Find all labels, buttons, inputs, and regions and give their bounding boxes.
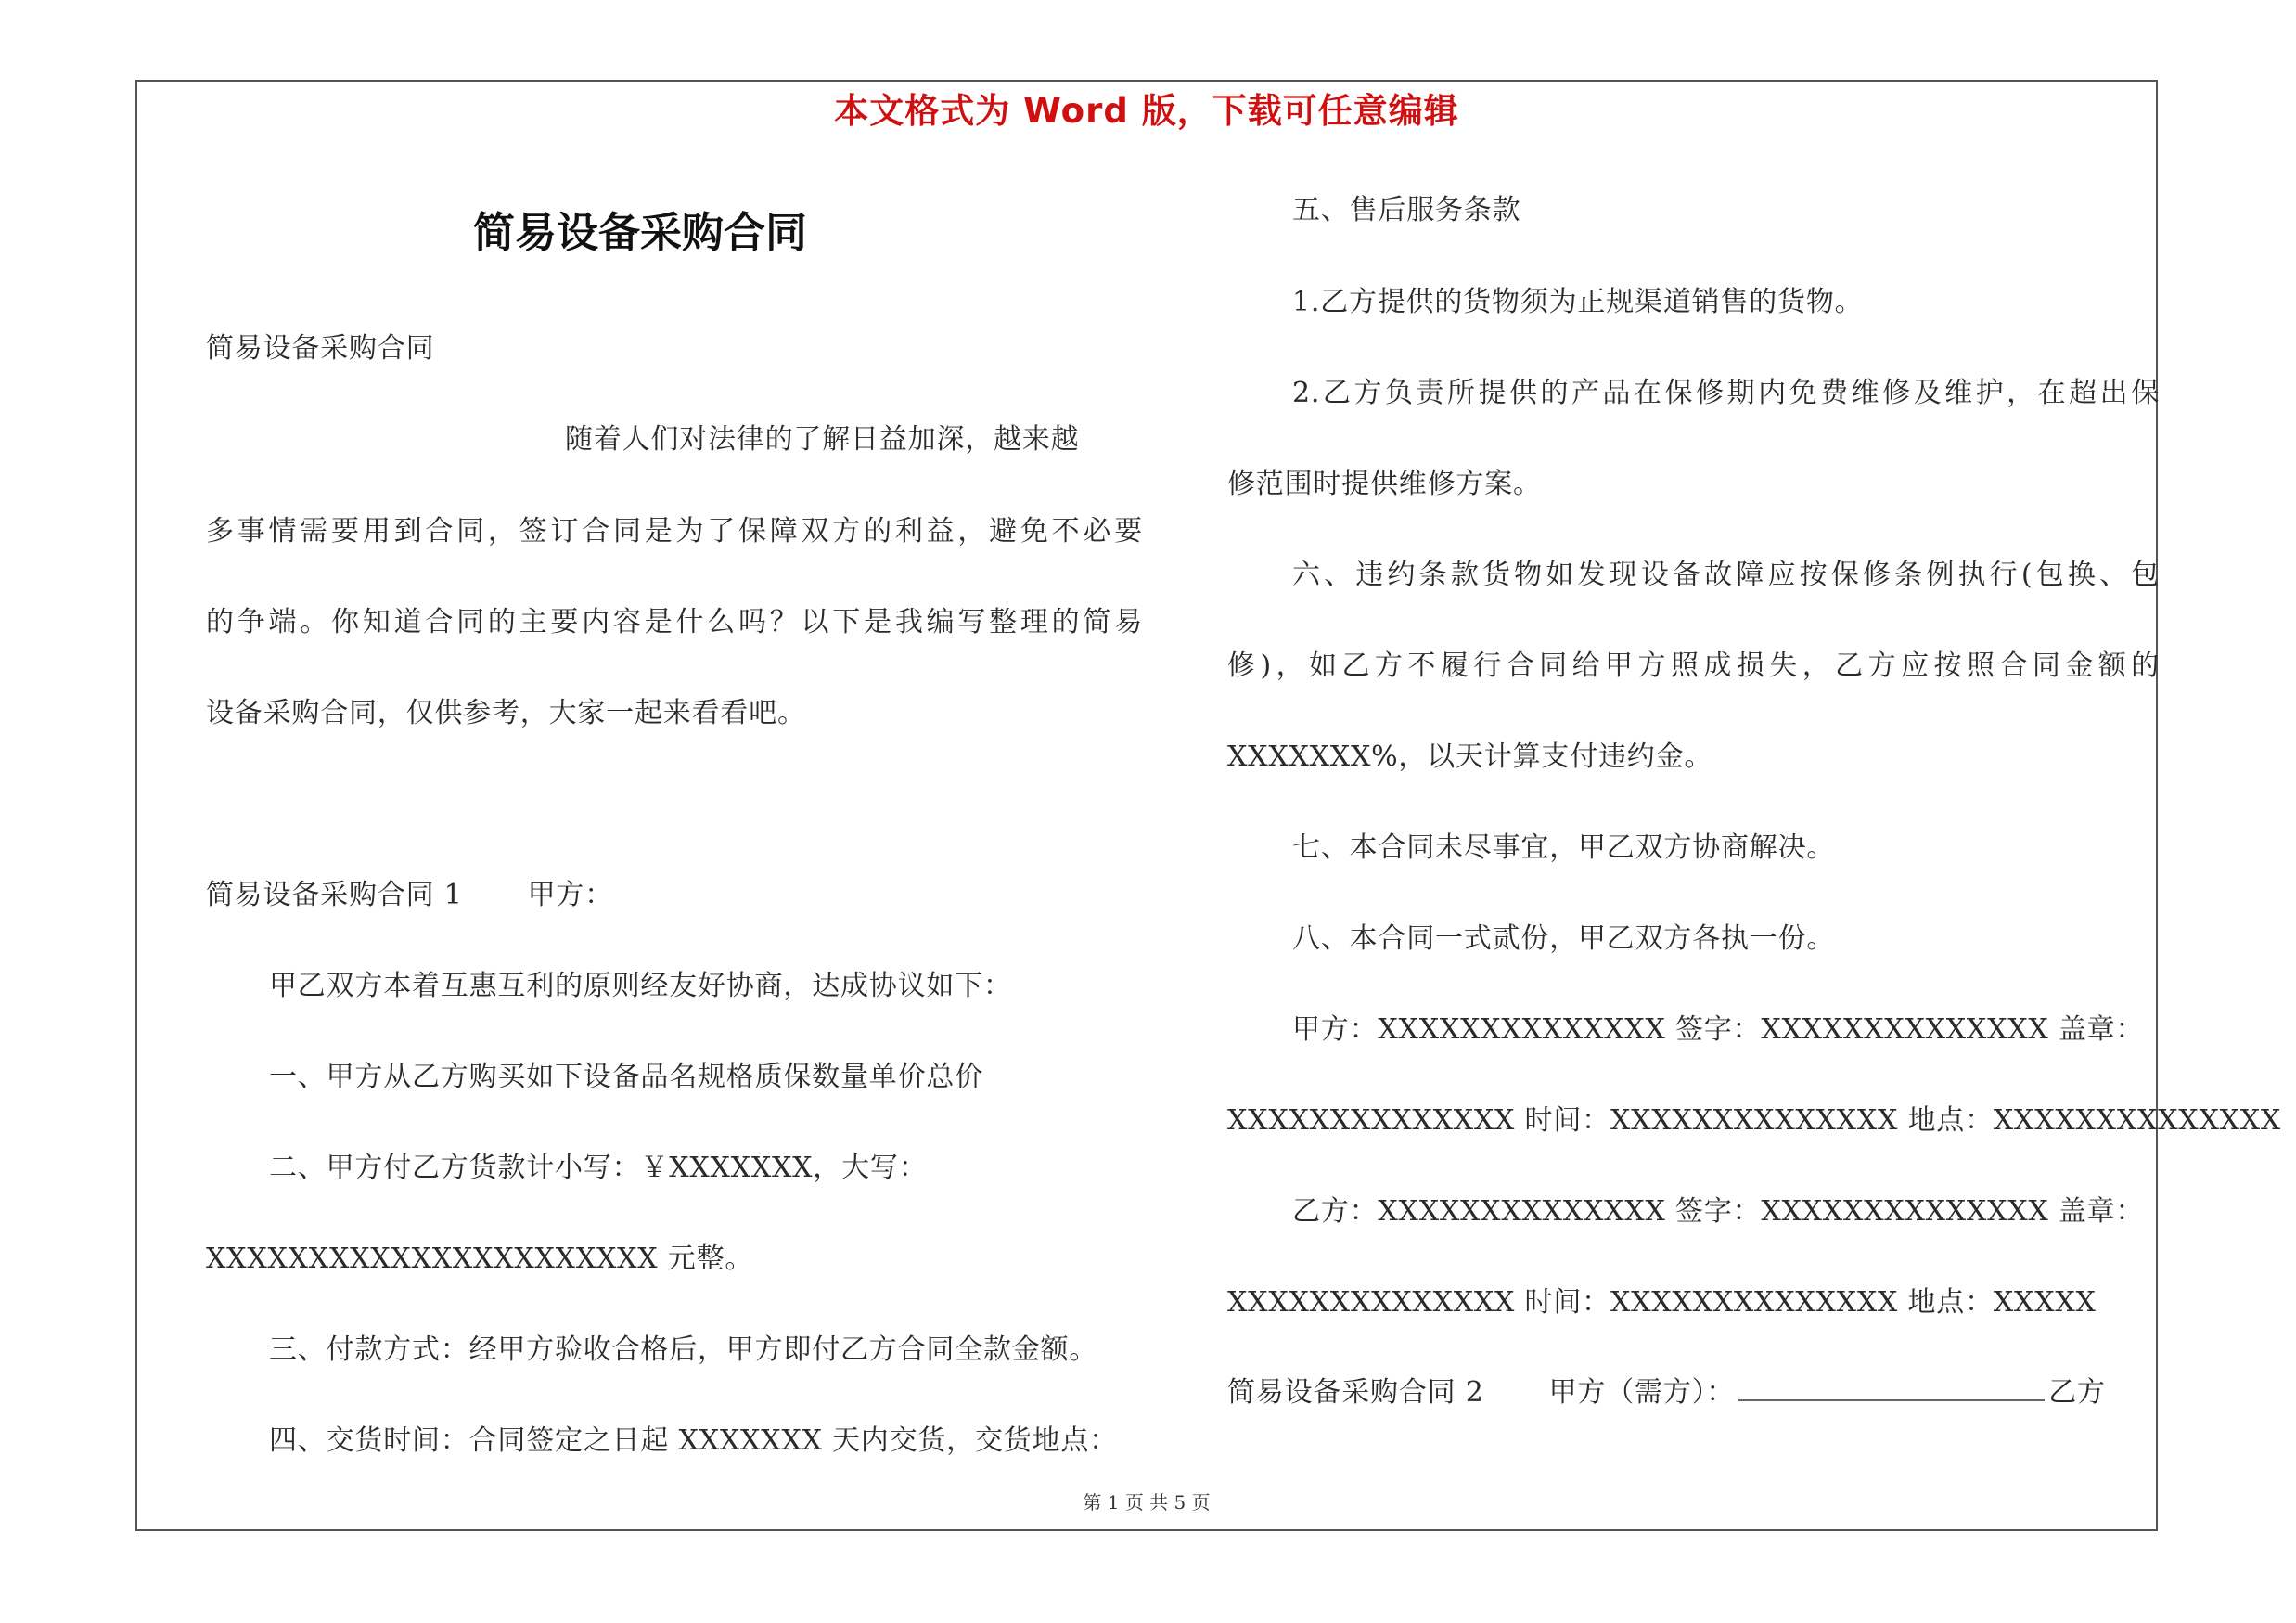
right-line-10: 甲方：XXXXXXXXXXXXXX 签字：XXXXXXXXXXXXXX 盖章： (1292, 1013, 2145, 1046)
right-line-8: 七、本合同未尽事宜，甲乙双方协商解决。 (1292, 831, 1836, 864)
document-title: 简易设备采购合同 (472, 208, 807, 257)
page-number-footer: 第 1 页 共 5 页 (1083, 1491, 1211, 1514)
right-line-6: 修)，如乙方不履行合同给甲方照成损失，乙方应按照合同金额的 (1227, 650, 2160, 682)
right-line-14 (1227, 1374, 2160, 1411)
party-b-label: 乙方 (2048, 1376, 2106, 1409)
section-2-heading: 简易设备采购合同 2 (1227, 1376, 1484, 1409)
right-line-13: XXXXXXXXXXXXXX 时间：XXXXXXXXXXXXXX 地点：XXXXX (1227, 1286, 2097, 1319)
left-line-12: 四、交货时间：合同签定之日起 XXXXXXX 天内交货，交货地点： (269, 1424, 1118, 1457)
right-line-9: 八、本合同一式贰份，甲乙双方各执一份。 (1292, 922, 1836, 955)
editable-notice-banner: 本文格式为 Word 版，下载可任意编辑 (834, 91, 1459, 131)
right-line-11: XXXXXXXXXXXXXX 时间：XXXXXXXXXXXXXX 地点：XXXXXXXXXXXXXX (1227, 1104, 2282, 1137)
left-line-11: 三、付款方式：经甲方验收合格后，甲方即付乙方合同全款金额。 (269, 1333, 1098, 1366)
left-line-2: 随着人们对法律的了解日益加深，越来越 (565, 423, 1080, 456)
left-line-8: 一、甲方从乙方购买如下设备品名规格质保数量单价总价 (269, 1061, 983, 1093)
right-line-3: 2.乙方负责所提供的产品在保修期内免费维修及维护，在超出保 (1292, 377, 2160, 409)
left-line-7: 甲乙双方本着互惠互利的原则经友好协商，达成协议如下： (269, 970, 1012, 1002)
left-line-10: XXXXXXXXXXXXXXXXXXXXXX 元整。 (206, 1243, 754, 1275)
party-a-label: 甲方： (527, 879, 614, 911)
party-a-blank-line (1738, 1375, 2045, 1401)
right-line-7: XXXXXXX%，以天计算支付违约金。 (1227, 741, 1713, 773)
right-line-4: 修范围时提供维修方案。 (1227, 468, 1542, 500)
left-line-5: 设备采购合同，仅供参考，大家一起来看看吧。 (206, 697, 806, 729)
right-line-2: 1.乙方提供的货物须为正规渠道销售的货物。 (1292, 286, 1864, 318)
right-line-5: 六、违约条款货物如发现设备故障应按保修条例执行(包换、包 (1292, 559, 2160, 591)
party-a-buyer-label: 甲方（需方）： (1548, 1376, 1736, 1409)
left-line-4: 的争端。你知道合同的主要内容是什么吗？以下是我编写整理的简易 (206, 606, 1143, 638)
left-line-3: 多事情需要用到合同，签订合同是为了保障双方的利益，避免不必要 (206, 515, 1143, 547)
right-line-12: 乙方：XXXXXXXXXXXXXX 签字：XXXXXXXXXXXXXX 盖章： (1292, 1195, 2145, 1228)
left-line-9: 二、甲方付乙方货款计小写：￥XXXXXXX，大写： (269, 1152, 928, 1184)
section-1-heading: 简易设备采购合同 1 (206, 879, 463, 911)
left-line-6 (206, 877, 1143, 914)
left-line-1: 简易设备采购合同 (206, 332, 435, 365)
right-line-1: 五、售后服务条款 (1292, 194, 1521, 226)
